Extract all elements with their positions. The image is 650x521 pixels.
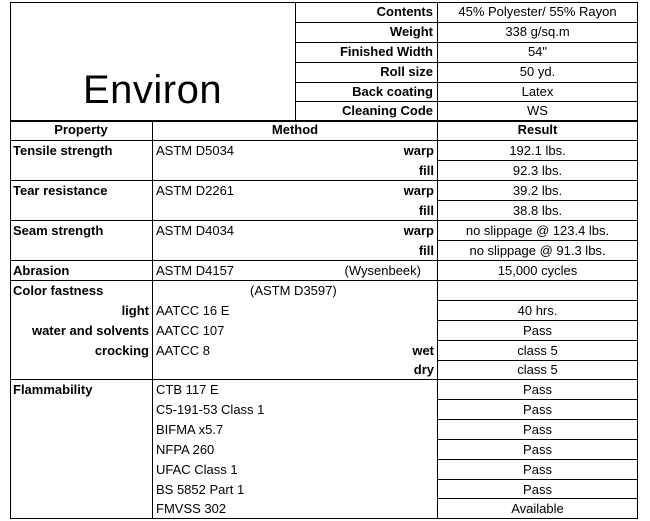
qualifier-dry: dry (413, 362, 434, 377)
result-bs-5852: Pass (523, 482, 552, 497)
qualifier-fill: fill (418, 243, 434, 258)
method-bs-5852: BS 5852 Part 1 (156, 482, 245, 497)
result-tear-fill: 38.8 lbs. (512, 203, 563, 218)
spec-label-width: Finished Width (339, 44, 433, 59)
method-tensile: ASTM D5034 (156, 143, 235, 158)
result-bifma: Pass (523, 422, 552, 437)
qualifier-warp: warp (403, 143, 434, 158)
result-abrasion: 15,000 cycles (497, 263, 578, 278)
spec-sheet (10, 2, 650, 520)
method-tear: ASTM D2261 (156, 183, 235, 198)
spec-label-contents: Contents (376, 4, 433, 19)
qualifier-wet: wet (412, 343, 434, 358)
spec-value-width: 54" (527, 44, 548, 59)
result-ufac: Pass (523, 462, 552, 477)
spec-label-backing: Back coating (352, 84, 433, 99)
header-method: Method (271, 122, 319, 137)
subproperty-water-solvents: water and solvents (31, 323, 149, 338)
method-water-solvents: AATCC 107 (156, 323, 225, 338)
spec-value-cleaning: WS (527, 103, 548, 118)
property-tensile: Tensile strength (13, 143, 113, 158)
method-fmvss-302: FMVSS 302 (156, 501, 227, 516)
abrasion-note: (Wysenbeek) (344, 263, 421, 278)
property-flammability: Flammability (13, 382, 93, 397)
subproperty-crocking: crocking (94, 343, 149, 358)
qualifier-warp: warp (403, 183, 434, 198)
property-seam: Seam strength (13, 223, 104, 238)
result-fmvss-302: Available (511, 501, 564, 516)
property-color-fastness: Color fastness (13, 283, 104, 298)
spec-label-roll: Roll size (380, 64, 433, 79)
property-abrasion: Abrasion (13, 263, 70, 278)
method-bifma: BIFMA x5.7 (156, 422, 224, 437)
qualifier-fill: fill (418, 203, 434, 218)
result-nfpa-260: Pass (523, 442, 552, 457)
qualifier-warp: warp (403, 223, 434, 238)
result-ctb-117-e: Pass (523, 382, 552, 397)
product-title: Environ (82, 68, 223, 112)
result-light: 40 hrs. (517, 303, 558, 318)
method-crocking: AATCC 8 (156, 343, 210, 358)
method-nfpa-260: NFPA 260 (156, 442, 215, 457)
method-light: AATCC 16 E (156, 303, 230, 318)
result-seam-fill: no slippage @ 91.3 lbs. (469, 243, 606, 258)
result-tensile-fill: 92.3 lbs. (512, 163, 563, 178)
spec-value-backing: Latex (521, 84, 554, 99)
result-c5-191-53: Pass (523, 402, 552, 417)
result-seam-warp: no slippage @ 123.4 lbs. (465, 223, 610, 238)
header-result: Result (517, 122, 558, 137)
method-ctb-117-e: CTB 117 E (156, 382, 219, 397)
spec-label-cleaning: Cleaning Code (341, 103, 433, 118)
method-seam: ASTM D4034 (156, 223, 235, 238)
result-crocking-wet: class 5 (517, 343, 558, 358)
color-fastness-note: (ASTM D3597) (250, 283, 337, 298)
result-tensile-warp: 192.1 lbs. (509, 143, 566, 158)
result-tear-warp: 39.2 lbs. (512, 183, 563, 198)
spec-value-roll: 50 yd. (519, 64, 556, 79)
qualifier-fill: fill (418, 163, 434, 178)
subproperty-light: light (121, 303, 149, 318)
property-tear: Tear resistance (13, 183, 108, 198)
result-water-solvents: Pass (523, 323, 552, 338)
method-c5-191-53: C5-191-53 Class 1 (156, 402, 265, 417)
result-crocking-dry: class 5 (517, 362, 558, 377)
spec-value-contents: 45% Polyester/ 55% Rayon (458, 4, 617, 19)
spec-value-weight: 338 g/sq.m (505, 24, 570, 39)
header-property: Property (54, 122, 108, 137)
spec-label-weight: Weight (389, 24, 433, 39)
method-abrasion: ASTM D4157 (156, 263, 235, 278)
method-ufac: UFAC Class 1 (156, 462, 238, 477)
